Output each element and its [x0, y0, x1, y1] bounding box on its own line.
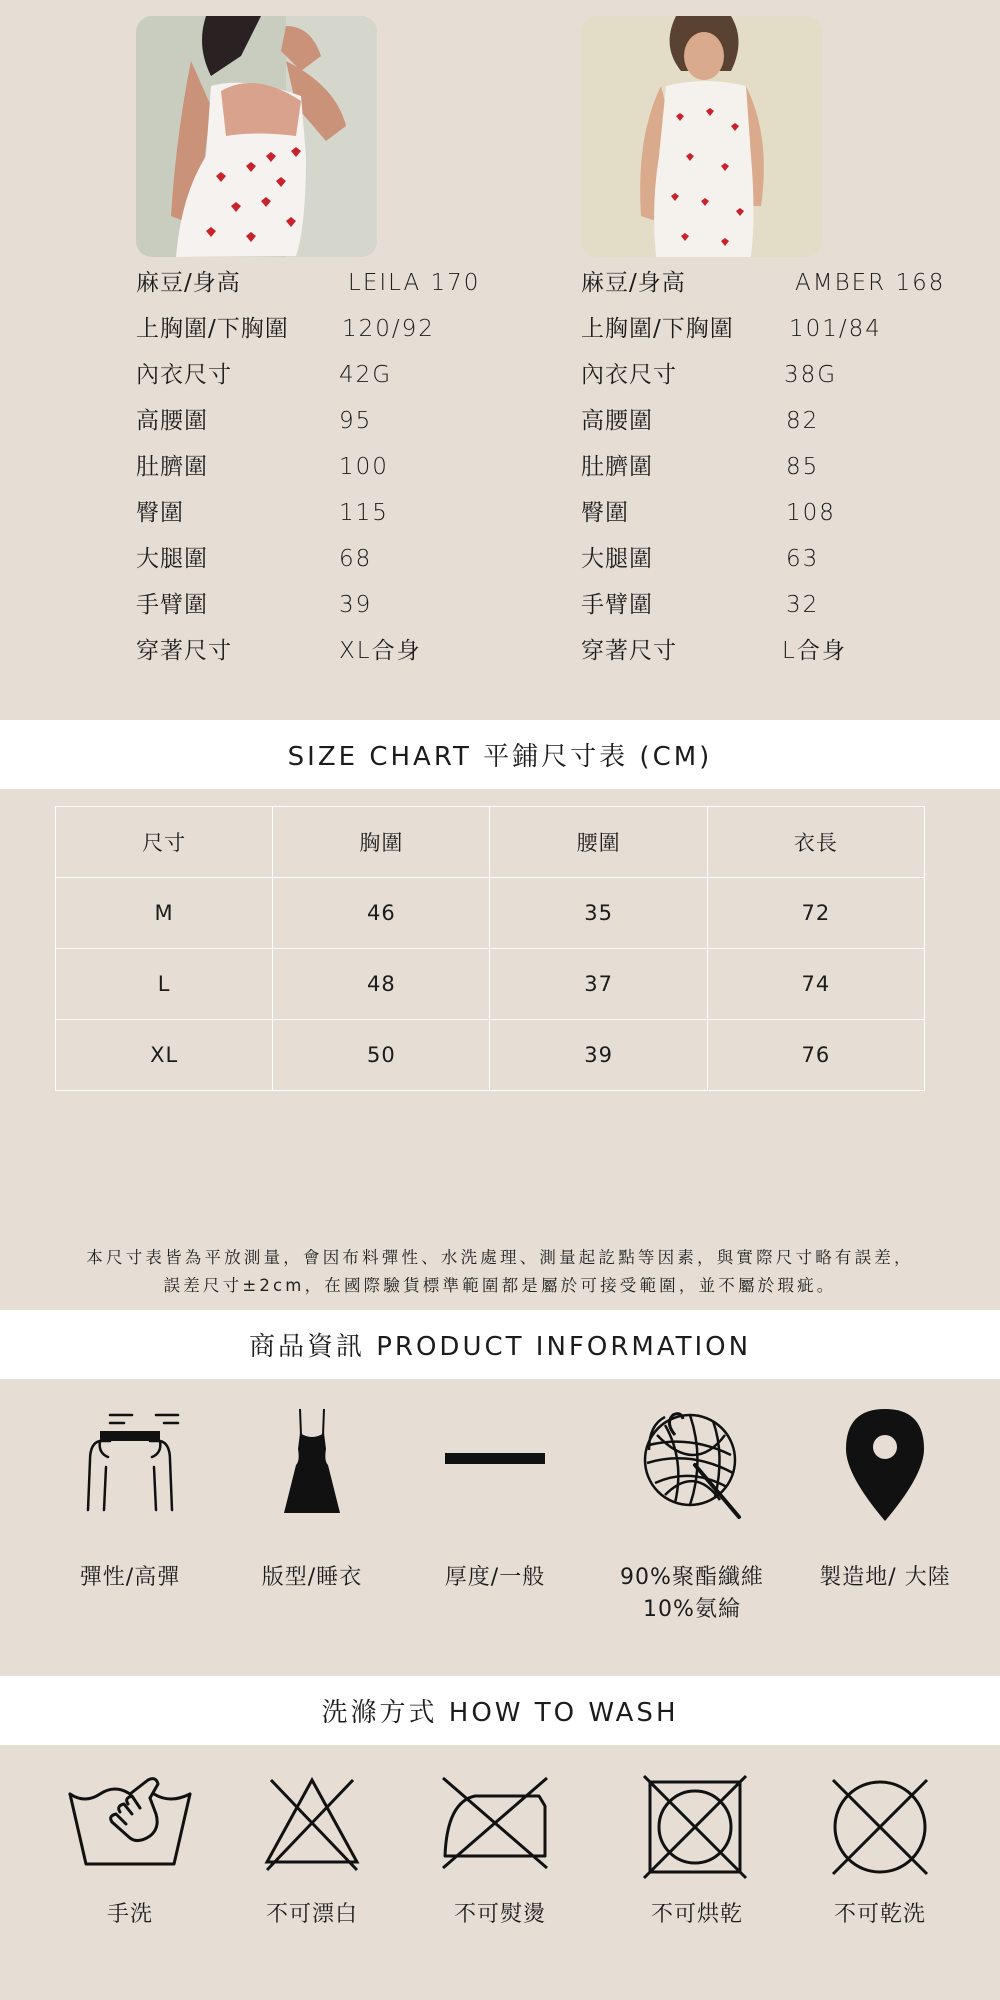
thickness-line-icon — [405, 1405, 585, 1515]
measure-key: 內衣尺寸 — [136, 362, 232, 388]
measure-key: 麻豆/身高 — [581, 270, 686, 296]
measure-value: 39 — [339, 592, 373, 618]
wash-label: 不可漂白 — [265, 1902, 358, 1927]
measure-value: XL合身 — [339, 638, 422, 664]
measure-value: 42G — [339, 362, 393, 388]
table-cell: 48 — [273, 949, 490, 1020]
measure-value: AMBER 168 — [795, 270, 946, 296]
product-info-label: 製造地/ 大陸 — [819, 1565, 951, 1590]
table-cell: 39 — [490, 1020, 707, 1091]
model-row — [581, 260, 961, 306]
measure-key: 臀圍 — [581, 500, 629, 526]
table-header-cell: 胸圍 — [273, 807, 490, 878]
wash-title: 洗滌方式 HOW TO WASH — [321, 1698, 679, 1728]
measure-value: 120/92 — [342, 316, 435, 342]
model-row — [581, 582, 961, 628]
measure-key: 肚臍圍 — [136, 454, 208, 480]
wash-label: 手洗 — [106, 1902, 153, 1927]
wash-label: 不可熨燙 — [453, 1902, 546, 1927]
measure-value: 85 — [786, 454, 820, 480]
model-photo-image — [581, 16, 822, 257]
table-cell: 35 — [490, 878, 707, 949]
measure-key: 高腰圍 — [136, 408, 208, 434]
measure-value: 32 — [786, 592, 820, 618]
no-iron-icon — [405, 1772, 585, 1872]
wash-label: 不可烘乾 — [650, 1902, 743, 1927]
table-cell: 50 — [273, 1020, 490, 1091]
model-row — [581, 352, 961, 398]
measure-value: 38G — [784, 362, 838, 388]
measure-key: 上胸圍/下胸圍 — [581, 316, 734, 342]
measure-key: 上胸圍/下胸圍 — [136, 316, 289, 342]
measure-key: 大腿圍 — [581, 546, 653, 572]
size-chart-title: SIZE CHART 平鋪尺寸表 (CM) — [287, 742, 713, 772]
table-header-row — [56, 807, 925, 878]
measure-value: L合身 — [782, 638, 847, 664]
no-dry-clean-icon — [790, 1772, 970, 1882]
product-info-label: 厚度/一般 — [444, 1565, 546, 1590]
model-row — [136, 260, 516, 306]
model-row — [136, 490, 516, 536]
model-measurements-leila — [136, 260, 516, 674]
model-measurements-amber — [581, 260, 961, 674]
product-info-label: 彈性/高彈 — [79, 1565, 181, 1590]
note-line: 誤差尺寸±2cm，在國際驗貨標準範圍都是屬於可接受範圍，並不屬於瑕疵。 — [163, 1276, 837, 1295]
model-row — [581, 398, 961, 444]
hand-wash-icon — [40, 1772, 220, 1872]
measure-key: 高腰圍 — [581, 408, 653, 434]
table-cell: 76 — [707, 1020, 924, 1091]
table-header-cell: 腰圍 — [490, 807, 707, 878]
measure-value: 108 — [786, 500, 836, 526]
model-row — [136, 398, 516, 444]
measure-value: 95 — [339, 408, 373, 434]
location-pin-icon — [795, 1405, 975, 1525]
measure-value: 68 — [339, 546, 373, 572]
model-row — [136, 536, 516, 582]
measure-key: 穿著尺寸 — [581, 638, 677, 664]
table-header-cell: 衣長 — [707, 807, 924, 878]
table-cell: L — [56, 949, 273, 1020]
stretch-icon — [40, 1405, 220, 1515]
table-cell: 72 — [707, 878, 924, 949]
model-row — [581, 490, 961, 536]
model-row — [136, 582, 516, 628]
product-info-title-band — [0, 1310, 1000, 1379]
measure-key: 手臂圍 — [136, 592, 208, 618]
yarn-ball-icon — [605, 1405, 785, 1520]
product-info-label: 90%聚酯纖維 10%氨綸 — [620, 1565, 764, 1622]
table-cell: XL — [56, 1020, 273, 1091]
model-row — [136, 306, 516, 352]
measure-value: 115 — [339, 500, 389, 526]
product-info-title: 商品資訊 PRODUCT INFORMATION — [248, 1332, 752, 1362]
size-chart-table — [55, 806, 925, 1091]
model-photo-leila — [136, 16, 377, 257]
model-row — [581, 306, 961, 352]
wash-label: 不可乾洗 — [833, 1902, 926, 1927]
model-row — [136, 444, 516, 490]
measure-key: 手臂圍 — [581, 592, 653, 618]
table-cell: M — [56, 878, 273, 949]
measure-key: 臀圍 — [136, 500, 184, 526]
measure-key: 內衣尺寸 — [581, 362, 677, 388]
model-photo-image — [136, 16, 377, 257]
table-row — [56, 878, 925, 949]
measure-value: 63 — [786, 546, 820, 572]
measure-value: 82 — [786, 408, 820, 434]
table-row — [56, 949, 925, 1020]
table-row — [56, 1020, 925, 1091]
model-row — [581, 444, 961, 490]
wash-title-band — [0, 1676, 1000, 1745]
measure-key: 大腿圍 — [136, 546, 208, 572]
measure-key: 肚臍圍 — [581, 454, 653, 480]
model-photo-amber — [581, 16, 822, 257]
dress-icon — [222, 1405, 402, 1515]
model-row — [136, 628, 516, 674]
no-tumble-dry-icon — [605, 1772, 785, 1882]
note-line: 本尺寸表皆為平放測量，會因布料彈性、水洗處理、測量起訖點等因素，與實際尺寸略有誤差， — [86, 1248, 914, 1267]
model-row — [581, 628, 961, 674]
product-info-label: 版型/睡衣 — [261, 1565, 363, 1590]
measure-key: 穿著尺寸 — [136, 638, 232, 664]
measure-key: 麻豆/身高 — [136, 270, 241, 296]
measure-value: 101/84 — [789, 316, 882, 342]
measurement-note — [0, 1244, 1000, 1300]
size-chart-title-band — [0, 720, 1000, 789]
table-header-cell: 尺寸 — [56, 807, 273, 878]
measure-value: 100 — [339, 454, 389, 480]
table-cell: 46 — [273, 878, 490, 949]
table-cell: 37 — [490, 949, 707, 1020]
model-row — [581, 536, 961, 582]
no-bleach-icon — [222, 1772, 402, 1872]
table-cell: 74 — [707, 949, 924, 1020]
model-row — [136, 352, 516, 398]
measure-value: LEILA 170 — [348, 270, 481, 296]
